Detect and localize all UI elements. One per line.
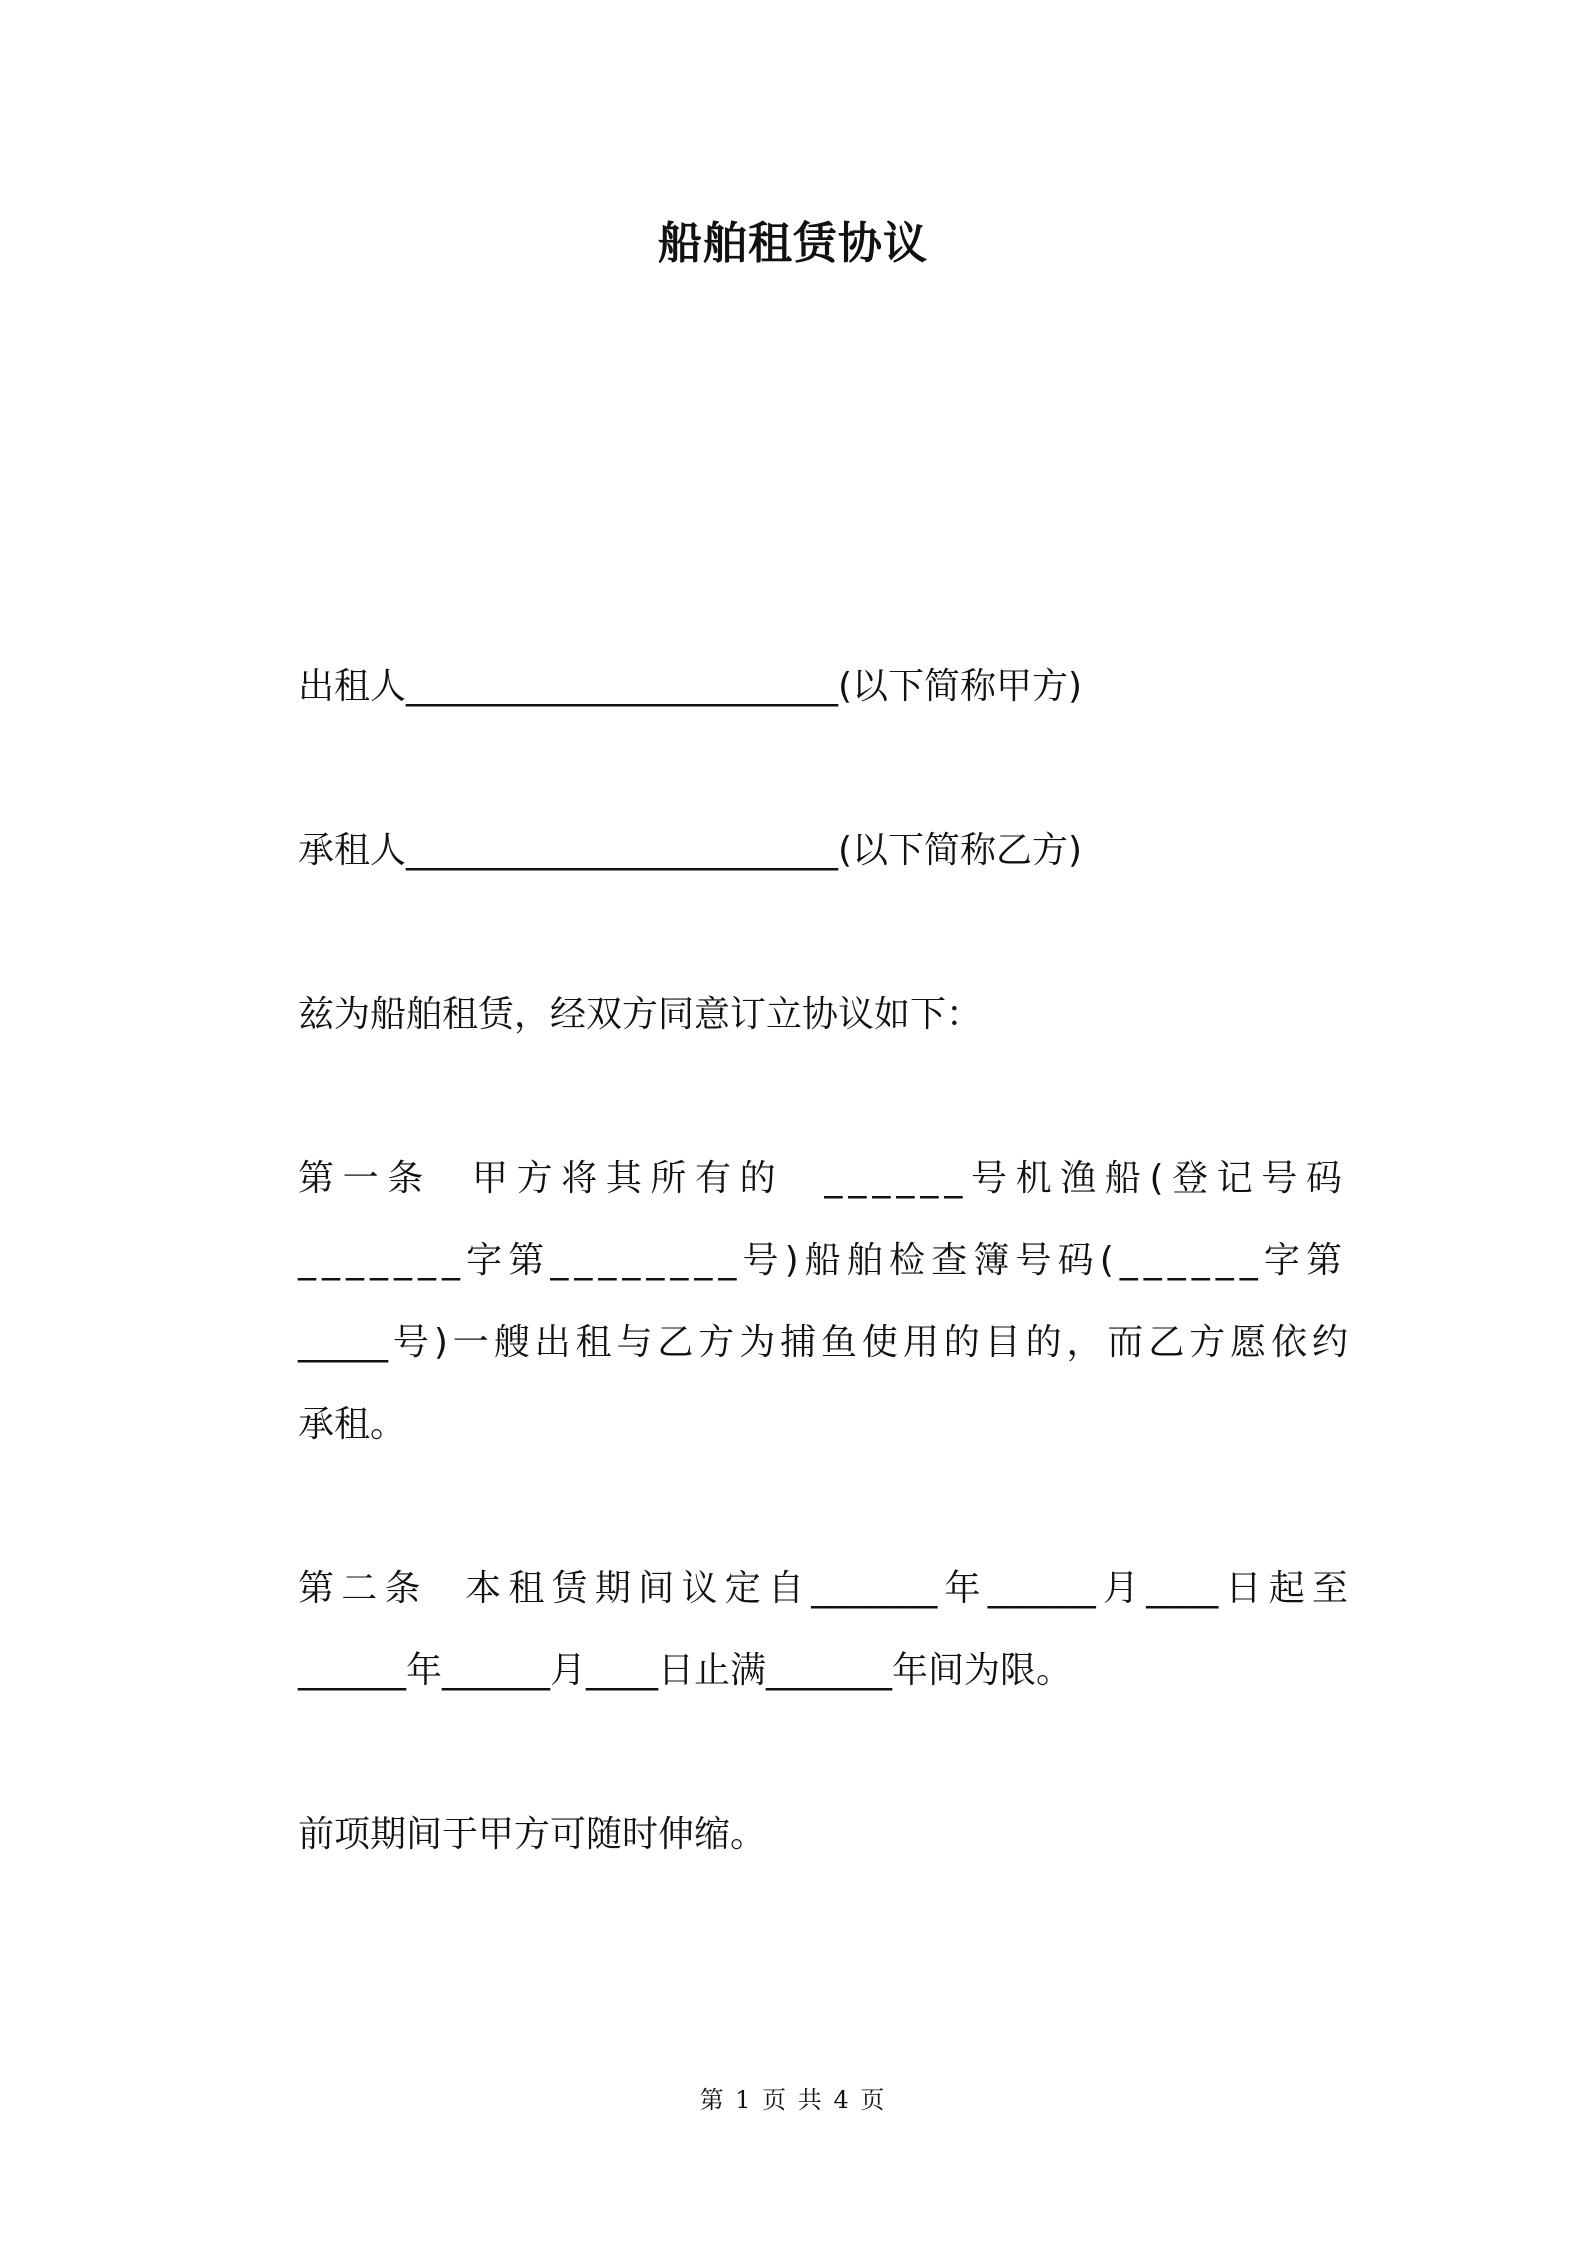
article-2-line-1: 第二条 本租赁期间议定自_______年______月____日起至 (298, 1568, 1348, 1609)
article-1-line-1: 第一条 甲方将其所有的 ______号机渔船(登记号码 (298, 1158, 1348, 1199)
article-2-line-2: ______年______月____日止满_______年间为限。 (298, 1650, 1073, 1691)
lessor-line: 出租人________________________(以下简称甲方) (298, 666, 1083, 707)
page-indicator: 第 1 页 共 4 页 (699, 2086, 887, 2114)
intro-paragraph: 兹为船舶租赁，经双方同意订立协议如下： (298, 994, 983, 1035)
note-paragraph: 前项期间于甲方可随时伸缩。 (298, 1814, 767, 1855)
article-1-line-4: 承租。 (298, 1404, 407, 1445)
article-1-line-3: _____号)一艘出租与乙方为捕鱼使用的目的，而乙方愿依约 (298, 1322, 1348, 1363)
lessee-line: 承租人________________________(以下简称乙方) (298, 830, 1083, 871)
document-title: 船舶租赁协议 (658, 218, 928, 269)
article-1-line-2: _______字第________号)船舶检查簿号码(______字第 (298, 1240, 1348, 1281)
